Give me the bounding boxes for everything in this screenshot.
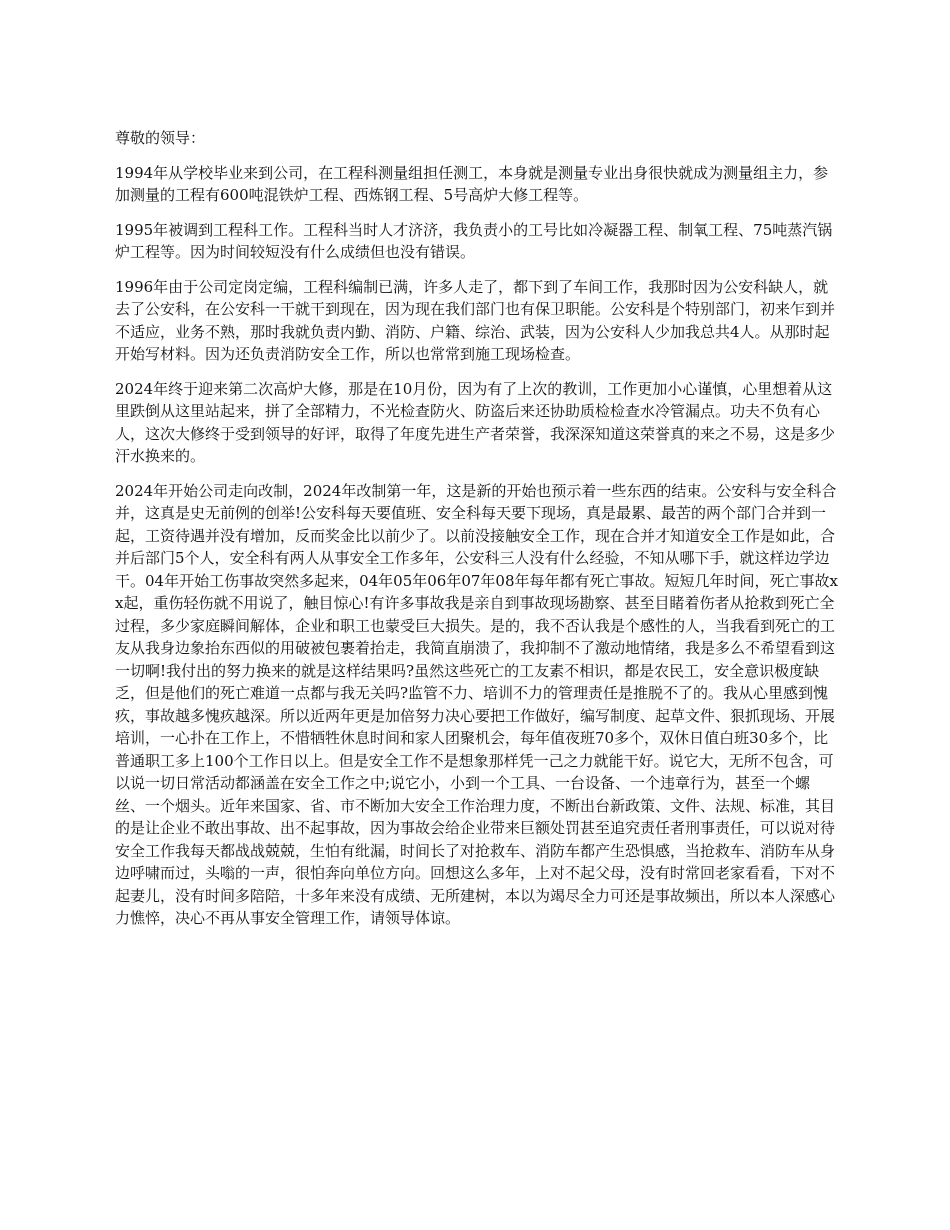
paragraph-5: 2024年开始公司走向改制，2024年改制第一年，这是新的开始也预示着一些东西的结束。公安科与安全科合并，这真是史无前例的创举!公安科每天要值班、安全科每天要下现场，真是最累、最苦的两个部门合并到一起，工资待遇并没有增加，反而奖金比以前少了。以前没接触安全工作，现在合并才知道安全工作是如此，合并后部门5个人，安全科有两人从事安全工作多年，公安科三人没有什么经验，不知从哪下手，就这样边学边干。04年开始工伤事故突然多起来，04年05年06年07年08年每年都有死亡事故。短短几年时间，死亡事故xx起，重伤轻伤就不用说了，触目惊心!有许多事故我是亲自到事故现场勘察、甚至目睹着伤者从抢救到死亡全过程，多少家庭瞬间解体，企业和职工也蒙受巨大损失。是的，我不否认我是个感性的人，当我看到死亡的工友从我身边象抬东西似的用破被包裹着抬走，我简直崩溃了，我抑制不了激动地情绪，我是多么不希望看到这一切啊!我付出的努力换来的就是这样结果吗?虽然这些死亡的工友素不相识，都是农民工，安全意识极度缺乏，但是他们的死亡难道一点都与我无关吗?监管不力、培训不力的管理责任是推脱不了的。我从心里感到愧疚，事故越多愧疚越深。所以近两年更是加倍努力决心要把工作做好，编写制度、起草文件、狠抓现场、开展培训，一心扑在工作上，不惜牺牲休息时间和家人团聚机会，每年值夜班70多个，双休日值白班30多个，比普通职工多上100个工作日以上。但是安全工作不是想象那样凭一己之力就能干好。说它大，无所不包含，可以说一切日常活动都涵盖在安全工作之中;说它小，小到一个工具、一台设备、一个违章行为，甚至一个螺丝、一个烟头。近年来国家、省、市不断加大安全工作治理力度，不断出台新政策、文件、法规、标准，其目的是让企业不敢出事故、出不起事故，因为事故会给企业带来巨额处罚甚至追究责任者刑事责任，可以说对待安全工作我每天都战战兢兢，生怕有纰漏，时间长了对抢救车、消防车都产生恐惧感，当抢救车、消防车从身边呼啸而过，头嗡的一声，很怕奔向单位方向。回想这么多年，上对不起父母，没有时常回老家看看，下对不起妻儿，没有时间多陪陪，十多年来没有成绩、无所建树，本以为竭尽全力可还是事故频出，所以本人深感心力憔悴，决心不再从事安全管理工作，请领导体谅。 <box>115 481 838 927</box>
paragraph-4: 2024年终于迎来第二次高炉大修，那是在10月份，因为有了上次的教训，工作更加小心谨慎，心里想着从这里跌倒从这里站起来，拼了全部精力，不光检查防火、防盗后来还协助质检检查水冷管漏点。功夫不负有心人，这次大修终于受到领导的好评，取得了年度先进生产者荣誉，我深深知道这荣誉真的来之不易，这是多少汗水换来的。 <box>115 379 836 465</box>
salutation: 尊敬的领导： <box>115 129 206 147</box>
paragraph-1: 1994年从学校毕业来到公司，在工程科测量组担任测工，本身就是测量专业出身很快就成为测量组主力，参加测量的工程有600吨混铁炉工程、西炼钢工程、5号高炉大修工程等。 <box>115 163 829 204</box>
paragraph-3: 1996年由于公司定岗定编，工程科编制已满，许多人走了，都下到了车间工作，我那时因为公安科缺人，就去了公安科，在公安科一干就干到现在，因为现在我们部门也有保卫职能。公安科是个特别部门，初来乍到并不适应，业务不熟，那时我就负责内勤、消防、户籍、综治、武装，因为公安科人少加我总共4人。从那时起开始写材料。因为还负责消防安全工作，所以也常常到施工现场检查。 <box>115 277 836 363</box>
document-page <box>115 127 840 942</box>
paragraph-2: 1995年被调到工程科工作。工程科当时人才济济，我负责小的工号比如冷凝器工程、制氧工程、75吨蒸汽锅炉工程等。因为时间较短没有什么成绩但也没有错误。 <box>115 220 833 261</box>
